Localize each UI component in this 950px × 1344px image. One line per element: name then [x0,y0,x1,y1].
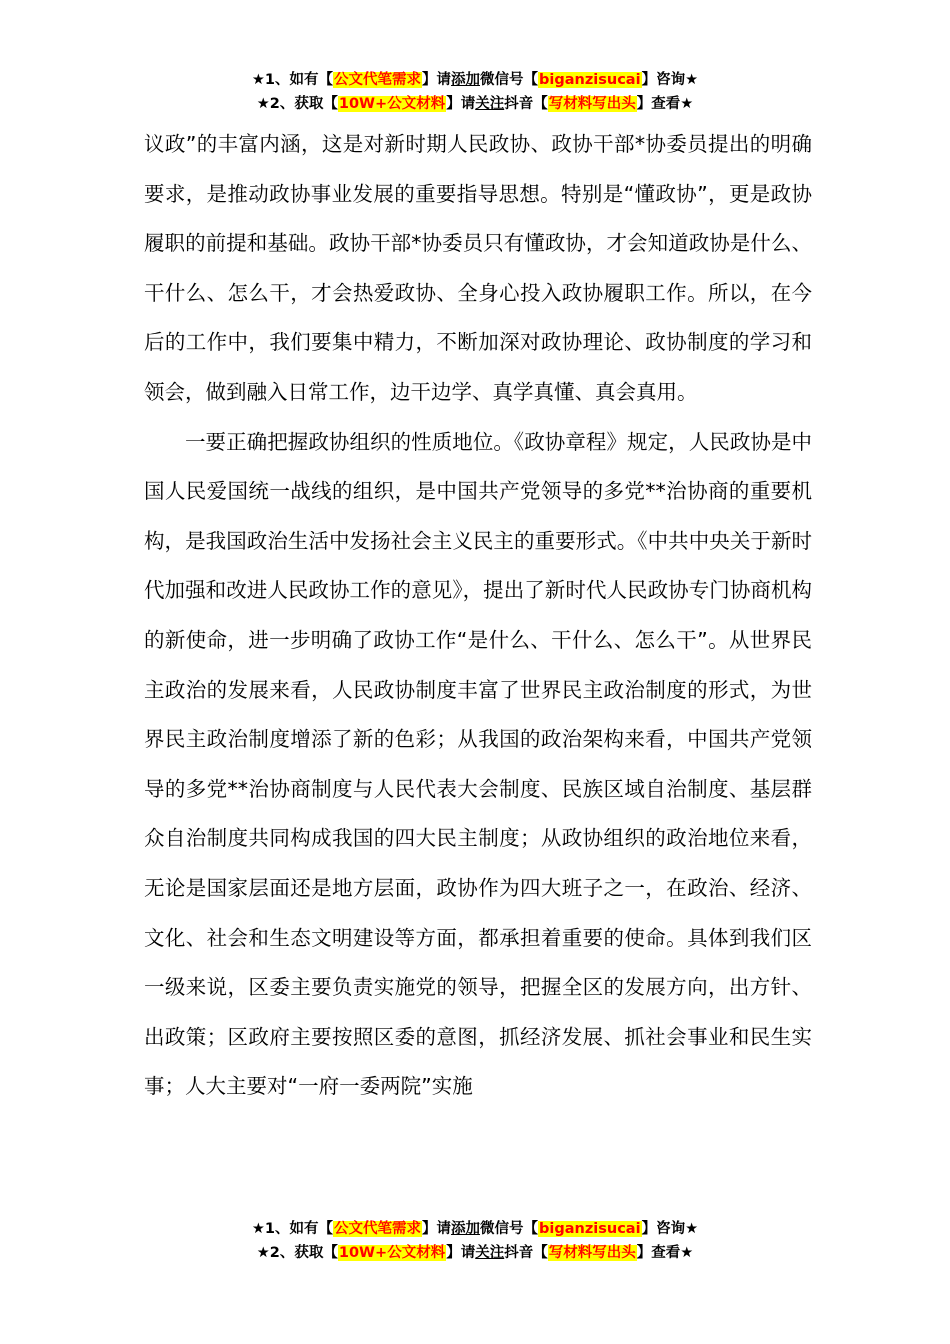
star-icon: ★ [251,72,265,88]
banner-text: 微信号【 [480,1221,539,1237]
star-icon: ★ [256,96,270,112]
banner-text: 2、获取【 [269,1245,338,1261]
banner-line-1 [0,68,950,92]
banner-emphasis: 添加 [451,1221,481,1237]
highlight-douyin: 写材料写出头 [548,96,636,112]
highlight-wechat-id: biganzisucai [539,72,641,88]
highlight-service: 公文代笔需求 [334,1221,422,1237]
banner-text: 1、如有【 [264,1221,334,1237]
banner-text: 抖音【 [504,96,548,112]
banner-text: 2、获取【 [269,96,338,112]
highlight-wechat-id: biganzisucai [539,1221,641,1237]
banner-text: 】请 [422,72,452,88]
footer-banner [0,1217,950,1265]
body-paragraph: 议政”的丰富内涵，这是对新时期人民政协、政协干部*协委员提出的明确要求，是推动政协事业发展的重要指导思想。特别是“懂政协”，更是政协履职的前提和基础。政协干部*协委员只有懂政协，才会知道政协是什么、干什么、怎么干，才会热爱政协、全身心投入政协履职工作。所以，在今后的工作中，我们要集中精力，不断加深对政协理论、政协制度的学习和领会，做到融入日常工作，边干边学、真学真懂、真会真用。 [144,132,812,404]
banner-text: 】查看★ [636,1245,694,1261]
banner-line-2 [0,1241,950,1265]
star-icon: ★ [256,1245,270,1261]
banner-text: 】请 [422,1221,452,1237]
banner-text: 抖音【 [504,1245,548,1261]
highlight-materials: 10W+公文材料 [338,96,446,112]
body-paragraph: 一要正确把握政协组织的性质地位。《政协章程》规定，人民政协是中国人民爱国统一战线的组织，是中国共产党领导的多党**治协商的重要机构，是我国政治生活中发扬社会主义民主的重要形式。《中共中央关于新时代加强和改进人民政协工作的意见》，提出了新时代人民政协专门协商机构的新使命，进一步明确了政协工作“是什么、干什么、怎么干”。从世界民主政治的发展来看，人民政协制度丰富了世界民主政治制度的形式，为世界民主政治制度增添了新的色彩；从我国的政治架构来看，中国共产党领导的多党**治协商制度与人民代表大会制度、民族区域自治制度、基层群众自治制度共同构成我国的四大民主制度；从政协组织的政治地位来看，无论是国家层面还是地方层面，政协作为四大班子之一，在政治、经济、文化、社会和生态文明建设等方面，都承担着重要的使命。具体到我们区一级来说，区委主要负责实施党的领导，把握全区的发展方向，出方针、出政策；区政府主要按照区委的意图，抓经济发展、抓社会事业和民生实事；人大主要对“一府一委两院”实施 [144,429,812,1099]
document-body [144,120,812,1112]
banner-text: 】查看★ [636,96,694,112]
banner-line-2 [0,92,950,116]
highlight-service: 公文代笔需求 [334,72,422,88]
banner-line-1 [0,1217,950,1241]
banner-emphasis: 关注 [475,96,505,112]
banner-text: 】请 [446,1245,476,1261]
banner-text: 】请 [446,96,476,112]
banner-emphasis: 添加 [451,72,481,88]
highlight-douyin: 写材料写出头 [548,1245,636,1261]
star-icon: ★ [251,1221,265,1237]
banner-text: 】咨询★ [641,1221,699,1237]
banner-text: 】咨询★ [641,72,699,88]
banner-text: 微信号【 [480,72,539,88]
highlight-materials: 10W+公文材料 [338,1245,446,1261]
banner-emphasis: 关注 [475,1245,505,1261]
banner-text: 1、如有【 [264,72,334,88]
header-banner [0,68,950,116]
